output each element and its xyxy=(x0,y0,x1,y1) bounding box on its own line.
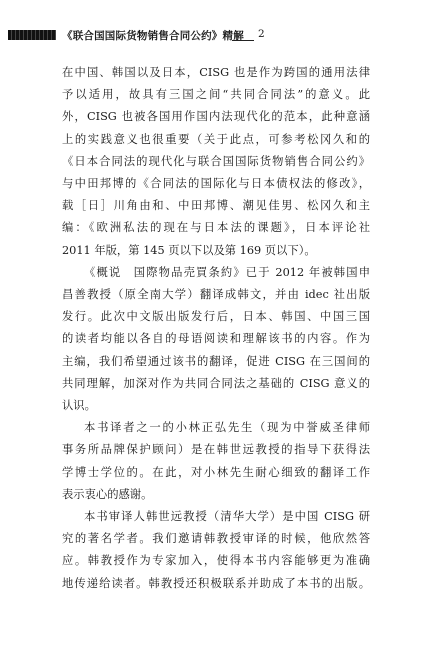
text-line: 的读者均能以各自的母语阅读和理解该书的内容。作为 xyxy=(62,332,370,346)
page-body xyxy=(62,62,370,595)
text-line: 2011 年版，第 145 页以下以及第 169 页以下）。 xyxy=(62,243,316,257)
text-line: 予以适用，故具有三国之间“共同合同法”的意义。此 xyxy=(62,88,370,102)
text-line: 本书审译人韩世远教授（清华大学）是中国 CISG 研 xyxy=(84,510,370,524)
text-line: 外，CISG 也被各国用作国内法现代化的范本，此种意涵 xyxy=(62,110,370,124)
text-line: 认识。 xyxy=(62,399,96,413)
text-line: 发行。此次中文版出版发行后，日本、韩国、中国三国 xyxy=(62,310,370,324)
page-number: 2 xyxy=(258,28,265,40)
text-line: 载［日］川角由和、中田邦博、潮见佳男、松冈久和主 xyxy=(62,199,370,213)
text-line: 究的著名学者。我们邀请韩教授审译的时候，他欣然答 xyxy=(62,532,370,546)
running-header xyxy=(0,28,426,44)
text-line: 事务所品牌保护顾问）是在韩世远教授的指导下获得法 xyxy=(62,443,370,457)
text-line: 昌善教授（原全南大学）翻译成韩文，并由 idec 社出版 xyxy=(62,288,370,302)
text-line: 共同理解，加深对作为共同合同法之基础的 CISG 意义的 xyxy=(62,376,370,390)
text-line: 与中田邦博的《合同法的国际化与日本债权法的修改》， xyxy=(62,177,370,191)
paragraph xyxy=(62,262,370,417)
text-line: 学博士学位的。在此，对小林先生耐心细致的翻译工作 xyxy=(62,465,370,479)
text-line: 在中国、韩国以及日本，CISG 也是作为跨国的通用法律 xyxy=(62,66,370,79)
text-line: 主编，我们希望通过该书的翻译，促进 CISG 在三国间的 xyxy=(62,354,370,368)
text-line: 本书译者之一的小林正弘先生（现为中誉威圣律师 xyxy=(84,421,370,435)
paragraph xyxy=(62,62,370,262)
header-decoration-bar xyxy=(8,30,56,40)
paragraph xyxy=(62,506,370,595)
text-line: 表示衷心的感谢。 xyxy=(62,487,153,501)
text-line: 上的实践意义也很重要（关于此点，可参考松冈久和的 xyxy=(62,132,370,146)
header-rule xyxy=(232,40,254,41)
text-line: 《概说 国際物品売買条約》已于 2012 年被韩国申 xyxy=(84,265,370,279)
paragraph xyxy=(62,417,370,506)
text-line: 地传递给读者。韩教授还积极联系并助成了本书的出版。 xyxy=(62,576,370,590)
text-line: 编：《欧洲私法的现在与日本法的课题》，日本评论社 xyxy=(62,221,370,235)
book-title: 《联合国国际货物销售合同公约》精解 xyxy=(62,30,244,42)
text-line: 《日本合同法的现代化与联合国国际货物销售合同公约》 xyxy=(62,154,370,168)
text-line: 应。韩教授作为专家加入，使得本书内容能够更为准确 xyxy=(62,554,370,568)
